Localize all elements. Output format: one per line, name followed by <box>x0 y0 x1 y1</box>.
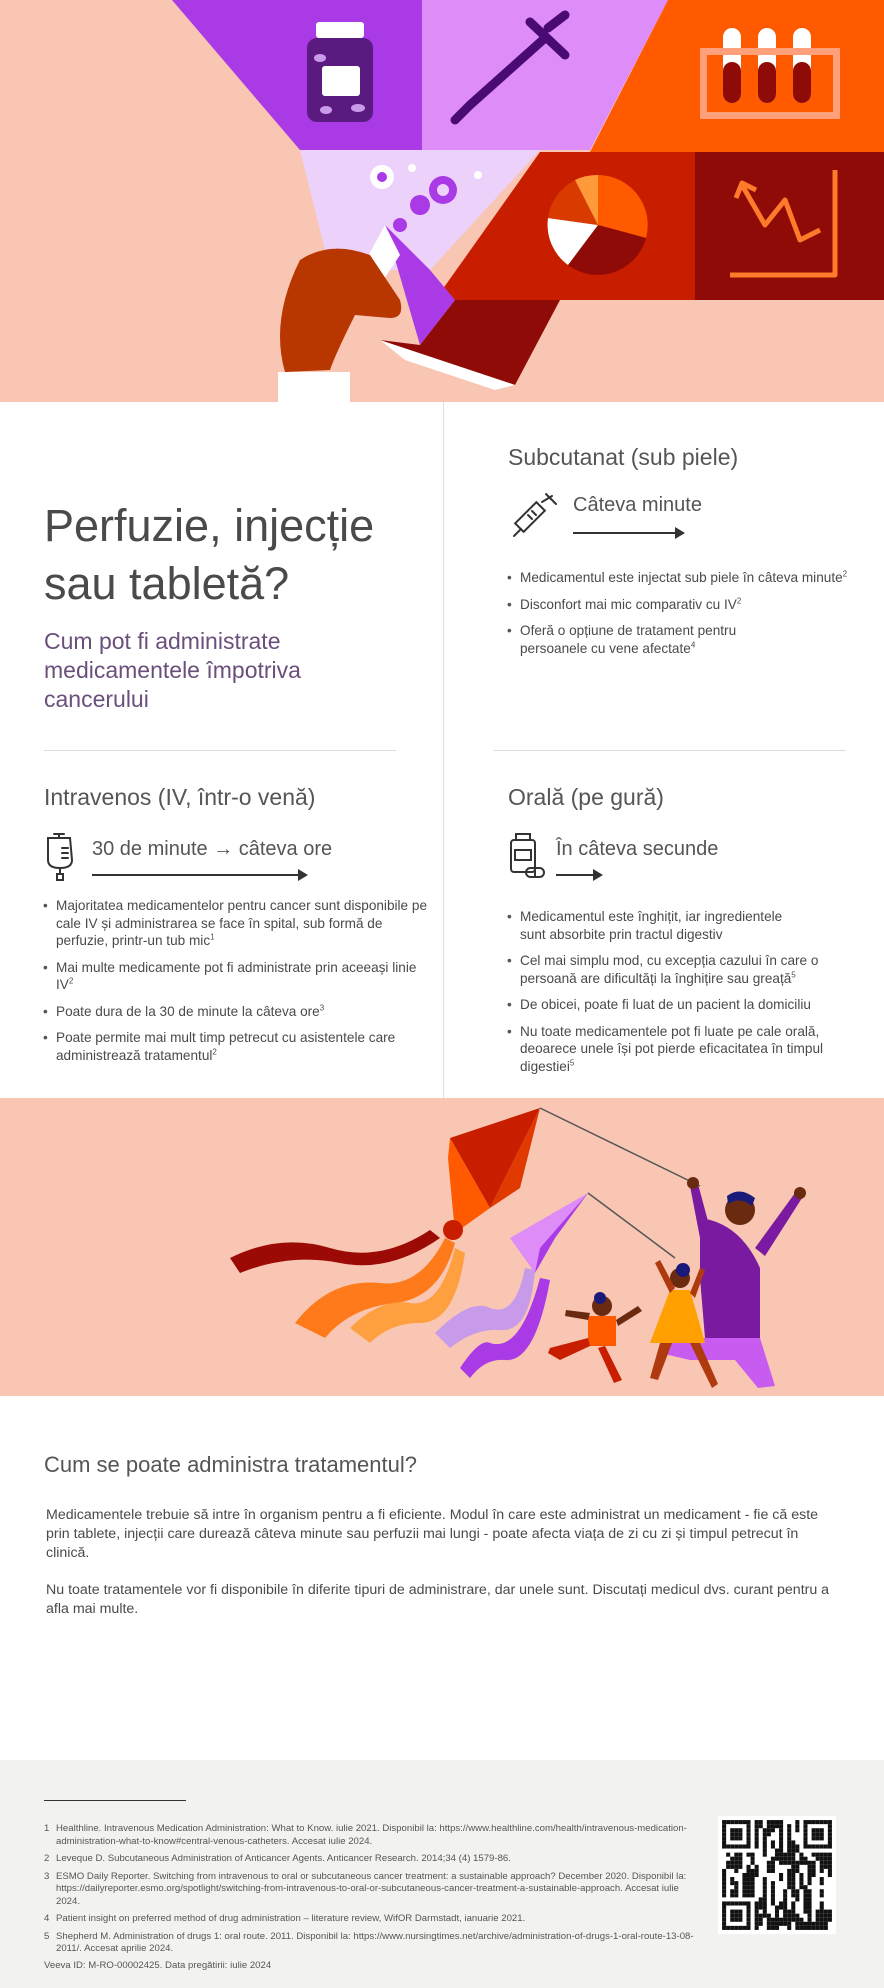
intravenos-list <box>42 897 436 1073</box>
hero-illustration-svg <box>0 0 884 402</box>
kite-illustration-svg <box>0 1098 884 1396</box>
list-item: • De obicei, poate fi luat de un pacient la domiciliu <box>520 996 850 1014</box>
page-title-line-1: Perfuzie, injecție <box>44 500 375 551</box>
reference-item: 5 Shepherd M. Administration of drugs 1: oral route. 2011. Disponibil la: https://www.nursingtimes.net/archive/administration-of-drugs-1-oral-route-13-08-2011/. Accesat aprilie 2024. <box>44 1930 694 1954</box>
arrow-right-icon <box>556 874 601 876</box>
tile-pill-bottle <box>172 0 422 150</box>
list-item: • Medicamentul este injectat sub piele în câteva minute$^2$ <box>520 569 880 587</box>
page-title-line-2: sau tabletă? <box>44 558 290 609</box>
ribbon-1 <box>230 1230 440 1273</box>
pill-bottle-icon <box>506 832 546 882</box>
qr-code-graphic <box>718 1816 836 1934</box>
how-paragraph-1: Medicamentele trebuie să intre în organism pentru a fi eficiente. Modul în care este administrat un medicament - fie că este prin tablete, injecții care durează câteva minute sau perfuzii mai lungi - poate afecta viața de zi cu zi și timpul petrecut în clinică. <box>46 1507 819 1561</box>
kite-illustration <box>0 1098 884 1396</box>
syringe-icon <box>506 490 560 544</box>
list-item: • Oferă o opțiune de tratament pentru persoanele cu vene afectate$^4$ <box>520 622 765 657</box>
list-item: • Disconfort mai mic comparativ cu $IV^2$ <box>520 596 880 614</box>
list-item: • Medicamentul este înghițit, iar ingredientele sunt absorbite prin tractul digestiv <box>520 908 810 943</box>
iv-bag-icon <box>42 830 82 886</box>
intravenos-timing: 30 de minute → câteva ore <box>92 838 333 860</box>
list-item: • Poate permite mai mult timp petrecut cu asistentele care administrează tratamentul$^2$ <box>56 1029 396 1064</box>
page-subtitle: Cum pot fi administrate medicamentele împotriva cancerului <box>44 628 301 712</box>
references-list <box>44 1823 704 1961</box>
arrow-right-icon <box>573 532 683 534</box>
left-divider <box>44 750 396 751</box>
arrow-right-icon <box>92 874 306 876</box>
page-title <box>44 497 414 613</box>
pie-chart-icon <box>548 175 648 275</box>
boy-figure <box>548 1292 642 1383</box>
subcutanat-list <box>506 569 880 666</box>
list-item: • Majoritatea medicamentelor pentru cancer sunt disponibile pe cale IV și administrarea se face în spital, sub formă de perfuzie, printr-un tub mic$^1$ <box>56 897 436 950</box>
qr-code[interactable] <box>718 1816 836 1934</box>
pill-bottle-icon <box>307 22 373 122</box>
orala-timing: În câteva secunde <box>556 838 719 860</box>
list-item: • Mai multe medicamente pot fi administrate prin aceeași linie $IV^2$ <box>56 959 436 994</box>
subcutanat-title: Subcutanat (sub piele) <box>508 444 739 470</box>
how-title: Cum se poate administra tratamentul? <box>44 1452 417 1477</box>
list-item: • Nu toate medicamentele pot fi luate pe cale orală, deoarece unele își pot pierde eficacitatea în timpul digestiei$^5$ <box>520 1023 830 1076</box>
list-item: • Cel mai simplu mod, cu excepția cazului în care o persoană are dificultăți la înghițire sau greață$^5$ <box>520 952 850 987</box>
kite-string-small <box>588 1193 675 1258</box>
right-divider <box>494 750 846 751</box>
how-paragraph-2: Nu toate tratamentele vor fi disponibile în diferite tipuri de administrare, dar unele sunt. Discutați medicul dvs. curant pentru a afla mai multe. <box>46 1582 830 1617</box>
list-item: • Poate dura de la 30 de minute la câteva ore$^3$ <box>56 1003 436 1021</box>
orala-title: Orală (pe gură) <box>508 784 664 810</box>
reference-item: 3 ESMO Daily Reporter. Switching from intravenous to oral or subcutaneous cancer treatment: a sustainable approach? December 2020. Disponibil la: https://dailyreporter.esmo.org/spotlight/switching-from-intravenous-to-oral-or-subcutaneous-cancer-treatment-a-sustainable-approach. Accesat iulie 2024. <box>44 1870 687 1907</box>
tile-trend-chart <box>695 152 884 300</box>
kite-small <box>510 1193 588 1273</box>
kite-string <box>540 1108 700 1186</box>
hero-illustration <box>0 0 884 402</box>
veeva-id: Veeva ID: M-RO-00002425. Data pregătirii: iulie 2024 <box>44 1960 272 1971</box>
intravenos-title: Intravenos (IV, într-o venă) <box>44 784 316 810</box>
reference-item: 4 Patient insight on preferred method of drug administration – literature review, WifOR Darmstadt, ianuarie 2021. <box>44 1913 526 1924</box>
reference-item: 1 Healthline. Intravenous Medication Administration: What to Know. iulie 2021. Disponibil la: https://www.healthline.com/health/intravenous-medication-administration-what-to-know#central-venous-catheters. Accesat iulie 2024. <box>44 1823 687 1847</box>
vertical-divider <box>443 402 444 1098</box>
subcutanat-timing: Câteva minute <box>573 494 702 516</box>
orala-list <box>506 908 850 1084</box>
footnote-rule <box>44 1800 186 1801</box>
reference-item: 2 Leveque D. Subcutaneous Administration of Anticancer Agents. Anticancer Research. 2014;34 (4) 1579-86. <box>44 1853 511 1864</box>
kite-knot <box>443 1220 463 1240</box>
